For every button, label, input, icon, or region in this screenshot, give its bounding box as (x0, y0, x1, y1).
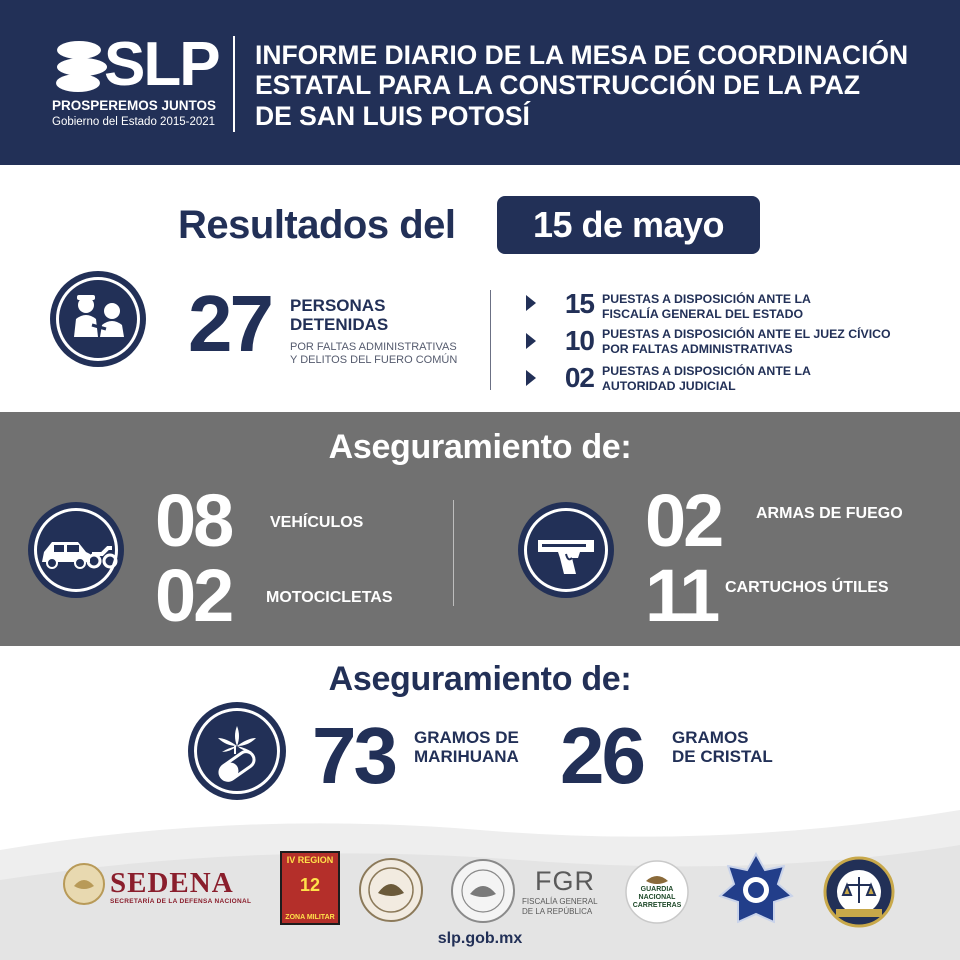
bullet-arrow-icon (526, 370, 536, 386)
crystal-count: 26 (560, 711, 643, 800)
detained-count: 27 (188, 279, 271, 368)
motorcycles-label: MOTOCICLETAS (266, 589, 393, 606)
report-title-line: INFORME DIARIO DE LA MESA DE COORDINACIÓN (255, 40, 909, 70)
region-number: 12 (299, 875, 321, 895)
state-prosecutor-seal-icon (822, 855, 896, 929)
detained-label-line: DETENIDAS (290, 315, 389, 335)
disposition-text-line: POR FALTAS ADMINISTRATIVAS (602, 341, 793, 356)
handgun-icon (518, 502, 614, 598)
header-banner (0, 0, 960, 165)
header-divider (233, 36, 235, 132)
cartridges-count: 11 (645, 554, 718, 637)
disposition-text-line: PUESTAS A DISPOSICIÓN ANTE EL JUEZ CÍVICO (602, 327, 891, 341)
fgr-logo-text: FGR (535, 866, 595, 896)
seizure-divider (453, 500, 454, 606)
disposition-text (602, 364, 811, 393)
marijuana-label-line: MARIHUANA (414, 747, 519, 767)
logo-subtitle: Gobierno del Estado 2015-2021 (52, 116, 216, 128)
date-badge: 15 de mayo (497, 196, 760, 254)
logo-tagline: PROSPEREMOS JUNTOS (52, 98, 217, 113)
disposition-count: 02 (564, 362, 594, 393)
bullet-arrow-icon (526, 295, 536, 311)
motorcycles-count: 02 (155, 554, 232, 637)
marijuana-label (414, 728, 519, 766)
marijuana-label-line: GRAMOS DE (414, 728, 519, 747)
results-title: Resultados del (178, 203, 456, 247)
drugs-seizure-title: Aseguramiento de: (328, 660, 632, 698)
firearms-label: ARMAS DE FUEGO (756, 505, 903, 522)
marijuana-pill-icon (188, 702, 286, 800)
vehicles-count: 08 (155, 479, 232, 562)
guardia-label-line: CARRETERAS (632, 902, 682, 910)
report-title-line: DE SAN LUIS POTOSÍ (255, 100, 530, 131)
seizure-title: Aseguramiento de: (328, 428, 632, 466)
detained-sublabel (290, 341, 457, 368)
vehicles-label: VEHÍCULOS (270, 514, 364, 531)
detained-label (290, 296, 388, 334)
disposition-text-line: PUESTAS A DISPOSICIÓN ANTE LA (602, 364, 811, 378)
bullet-arrow-icon (526, 333, 536, 349)
police-star-badge-icon (718, 852, 794, 928)
crystal-label-line: GRAMOS (672, 728, 749, 747)
military-zone-badge (280, 851, 340, 925)
disposition-text (602, 292, 811, 321)
fgr-subtitle-line: FISCALÍA GENERAL (522, 897, 598, 906)
disposition-text (602, 327, 891, 356)
fgr-subtitle-line: DE LA REPÚBLICA (522, 906, 593, 916)
guardia-label-line: NACIONAL (638, 894, 676, 902)
firearms-count: 02 (645, 479, 722, 562)
fgr-subtitle (522, 897, 598, 916)
sedena-seal-icon (62, 862, 106, 906)
crystal-label (672, 728, 773, 766)
crystal-label-line: DE CRISTAL (672, 747, 773, 767)
car-motorcycle-icon (28, 502, 124, 598)
guardia-nacional-seal-icon (358, 857, 424, 923)
cartridges-label: CARTUCHOS ÚTILES (725, 579, 889, 596)
logo-text: SLP (104, 30, 219, 99)
results-divider (490, 290, 491, 390)
region-label: IV REGION (286, 855, 334, 865)
marijuana-count: 73 (312, 711, 395, 800)
police-detention-icon (50, 271, 146, 367)
guardia-label-line: GUARDIA (640, 886, 674, 893)
slp-logo-icon (52, 38, 108, 94)
guardia-carreteras-label (624, 886, 690, 910)
sedena-logo-text: SEDENA (110, 867, 234, 899)
disposition-count: 10 (564, 325, 594, 356)
disposition-text-line: AUTORIDAD JUDICIAL (602, 378, 736, 393)
disposition-count: 15 (564, 288, 594, 319)
zone-label: ZONA MILITAR (285, 914, 335, 921)
disposition-text-line: FISCALÍA GENERAL DEL ESTADO (602, 306, 804, 321)
detained-label-line: PERSONAS (290, 296, 386, 315)
sedena-subtitle: SECRETARÍA DE LA DEFENSA NACIONAL (110, 898, 252, 905)
disposition-text-line: PUESTAS A DISPOSICIÓN ANTE LA (602, 292, 811, 306)
detained-sublabel-line: Y DELITOS DEL FUERO COMÚN (290, 354, 458, 367)
report-title-line: ESTATAL PARA LA CONSTRUCCIÓN DE LA PAZ (255, 70, 861, 101)
mexico-coat-of-arms-icon (450, 858, 516, 924)
detained-sublabel-line: POR FALTAS ADMINISTRATIVAS (290, 341, 457, 353)
report-title (255, 40, 945, 131)
website-url[interactable]: slp.gob.mx (437, 930, 523, 947)
